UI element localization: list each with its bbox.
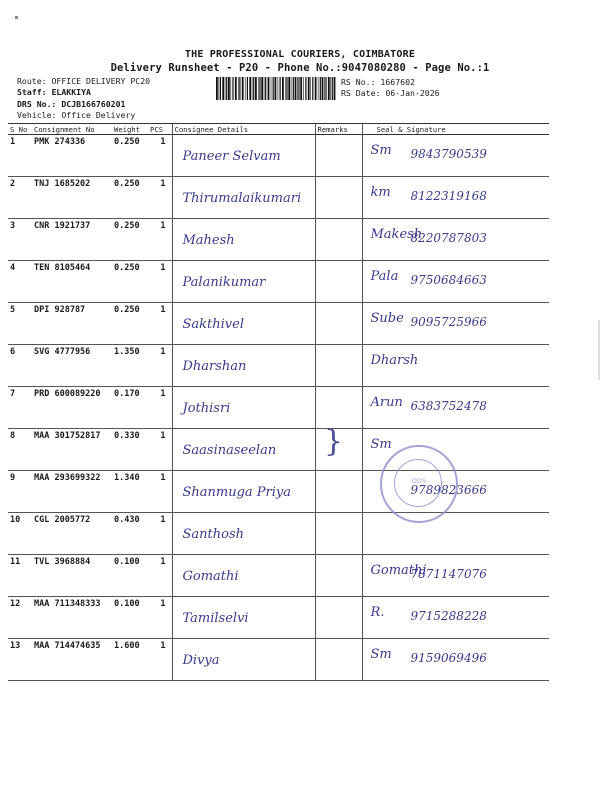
row-signature: Sm — [370, 437, 392, 452]
row-seal-signature — [362, 345, 549, 387]
row-weight: 0.100 — [112, 555, 148, 597]
row-consignment-no: PRD 600089220 — [32, 387, 112, 429]
barcode-bar — [285, 77, 286, 100]
barcode-bar — [280, 77, 281, 100]
row-consignee-name: Divya — [182, 653, 220, 668]
row-pcs: 1 — [148, 429, 172, 471]
row-seal-signature — [362, 261, 549, 303]
barcode-bar — [324, 77, 325, 100]
row-phone: 9715288228 — [410, 609, 487, 623]
row-consignment-no: TEN 8105464 — [32, 261, 112, 303]
runsheet-subtitle: Delivery Runsheet - P20 - Phone No.:9047080280 - Page No.:1 — [110, 62, 490, 74]
row-sno: 10 — [8, 513, 32, 555]
row-seal-signature — [362, 513, 549, 555]
barcode-bar — [303, 77, 304, 100]
row-signature: Makesh — [370, 227, 423, 242]
row-phone: 6383752478 — [410, 399, 487, 413]
row-sno: 13 — [8, 639, 32, 681]
barcode-bar — [216, 77, 218, 100]
rs-date: RS Date: 06-Jan-2026 — [341, 88, 440, 98]
delivery-stamp — [380, 445, 458, 523]
row-consignee-cell — [172, 387, 315, 429]
vehicle-line: Vehicle: Office Delivery — [17, 110, 136, 120]
barcode-bar — [334, 77, 336, 100]
barcode-bar — [232, 77, 233, 100]
row-phone: 9159069496 — [410, 651, 487, 665]
row-pcs: 1 — [148, 177, 172, 219]
row-sno: 3 — [8, 219, 32, 261]
row-remarks — [315, 135, 362, 177]
row-pcs: 1 — [148, 303, 172, 345]
barcode-bar — [310, 77, 311, 100]
row-sno: 11 — [8, 555, 32, 597]
barcode-bar — [318, 77, 319, 100]
row-sno: 2 — [8, 177, 32, 219]
row-signature: Pala — [370, 269, 399, 284]
row-weight: 0.170 — [112, 387, 148, 429]
col-sno: S No — [8, 124, 32, 135]
row-signature: Gomathi — [370, 563, 427, 578]
row-seal-signature — [362, 135, 549, 177]
row-consignment-no: SVG 4777956 — [32, 345, 112, 387]
table-row — [8, 597, 549, 639]
barcode-bar — [286, 77, 287, 100]
row-signature: km — [370, 185, 391, 200]
barcode-bar — [322, 77, 324, 100]
row-consignee-cell — [172, 303, 315, 345]
row-weight: 0.100 — [112, 597, 148, 639]
barcode-bar — [293, 77, 294, 100]
row-pcs: 1 — [148, 135, 172, 177]
row-consignee-cell — [172, 555, 315, 597]
row-seal-signature — [362, 597, 549, 639]
barcode-bar — [258, 77, 259, 100]
row-seal-signature — [362, 639, 549, 681]
row-remarks — [315, 345, 362, 387]
barcode-bar — [282, 77, 284, 100]
col-consignee: Consignee Details — [172, 124, 315, 135]
barcode-bar — [332, 77, 333, 100]
row-pcs: 1 — [148, 513, 172, 555]
table-row — [8, 429, 549, 471]
barcode-bar — [247, 77, 248, 100]
row-weight: 0.250 — [112, 135, 148, 177]
stamp-text: DDS — [411, 477, 427, 485]
barcode-bar — [330, 77, 331, 100]
barcode-bar — [226, 77, 227, 100]
barcode-bar — [238, 77, 239, 100]
table-row — [8, 471, 549, 513]
row-sno: 12 — [8, 597, 32, 639]
row-phone: 9750684663 — [410, 273, 487, 287]
row-consignee-cell — [172, 345, 315, 387]
row-consignee-cell — [172, 219, 315, 261]
row-weight: 1.350 — [112, 345, 148, 387]
runsheet-table — [8, 123, 549, 681]
row-sno: 9 — [8, 471, 32, 513]
row-consignment-no: MAA 714474635 — [32, 639, 112, 681]
table-row — [8, 513, 549, 555]
rs-number: RS No.: 1667602 — [341, 77, 415, 87]
row-sno: 7 — [8, 387, 32, 429]
row-signature: Sm — [370, 647, 392, 662]
row-consignee-name: Sakthivel — [182, 317, 244, 332]
row-consignment-no: CGL 2005772 — [32, 513, 112, 555]
row-consignee-name: Jothisri — [182, 401, 231, 416]
route-line: Route: OFFICE DELIVERY PC20 — [17, 76, 151, 86]
row-sno: 5 — [8, 303, 32, 345]
row-weight: 0.250 — [112, 303, 148, 345]
barcode-bar — [291, 77, 292, 100]
barcode-bar — [271, 77, 272, 100]
row-phone: 9789823666 — [410, 483, 487, 497]
barcode-bar — [328, 77, 330, 100]
row-consignment-no: PMK 274336 — [32, 135, 112, 177]
remarks-bracket: } — [324, 424, 344, 459]
barcode-bar — [298, 77, 299, 100]
row-remarks — [315, 471, 362, 513]
row-remarks — [315, 555, 362, 597]
row-signature: Arun — [370, 395, 403, 410]
row-seal-signature — [362, 303, 549, 345]
barcode-bar — [220, 77, 221, 100]
barcode-bar — [320, 77, 321, 100]
barcode-bar — [265, 77, 266, 100]
row-consignee-name: Thirumalaikumari — [182, 191, 302, 206]
row-phone: 7871147076 — [410, 567, 487, 581]
row-consignment-no: DPI 928787 — [32, 303, 112, 345]
col-seal: Seal & Signature — [362, 124, 549, 135]
table-row — [8, 135, 549, 177]
row-signature: Sube — [370, 311, 404, 326]
row-pcs: 1 — [148, 345, 172, 387]
row-consignee-name: Tamilselvi — [182, 611, 249, 626]
barcode-bar — [245, 77, 246, 100]
row-remarks — [315, 261, 362, 303]
row-sno: 4 — [8, 261, 32, 303]
row-consignee-cell — [172, 261, 315, 303]
row-weight: 0.250 — [112, 177, 148, 219]
row-seal-signature — [362, 555, 549, 597]
row-phone: 9843790539 — [410, 147, 487, 161]
barcode-bar — [249, 77, 251, 100]
col-consignment: Consignment No — [32, 124, 112, 135]
row-phone: 8220787803 — [410, 231, 487, 245]
row-remarks — [315, 639, 362, 681]
row-consignment-no: CNR 1921737 — [32, 219, 112, 261]
barcode-bar — [288, 77, 290, 100]
barcode-bar — [255, 77, 257, 100]
row-consignee-name: Mahesh — [182, 233, 235, 248]
row-remarks — [315, 597, 362, 639]
row-consignee-name: Gomathi — [182, 569, 239, 584]
row-consignment-no: MAA 711348333 — [32, 597, 112, 639]
barcode-bar — [295, 77, 297, 100]
barcode-bar — [275, 77, 277, 100]
row-weight: 0.250 — [112, 261, 148, 303]
table-row — [8, 303, 549, 345]
table-row — [8, 261, 549, 303]
barcode-bar — [222, 77, 224, 100]
barcode-bar — [242, 77, 244, 100]
col-remarks: Remarks — [315, 124, 362, 135]
row-consignee-cell — [172, 513, 315, 555]
row-consignee-cell — [172, 429, 315, 471]
row-seal-signature — [362, 177, 549, 219]
company-title: THE PROFESSIONAL COURIERS, COIMBATORE — [184, 49, 416, 60]
row-consignee-name: Paneer Selvam — [182, 149, 281, 164]
row-pcs: 1 — [148, 387, 172, 429]
col-pcs: PCS — [148, 124, 172, 135]
row-phone: 8122319168 — [410, 189, 487, 203]
barcode-bar — [325, 77, 326, 100]
row-pcs: 1 — [148, 639, 172, 681]
row-consignment-no: TVL 3968884 — [32, 555, 112, 597]
barcode-bar — [268, 77, 270, 100]
table-row — [8, 219, 549, 261]
barcode-bar — [312, 77, 313, 100]
barcode-bar — [273, 77, 274, 100]
row-signature: R. — [370, 605, 385, 620]
row-phone: 9095725966 — [410, 315, 487, 329]
barcode-bar — [300, 77, 302, 100]
row-weight: 0.250 — [112, 219, 148, 261]
barcode-bar — [315, 77, 317, 100]
table-row — [8, 555, 549, 597]
row-pcs: 1 — [148, 471, 172, 513]
row-remarks — [315, 303, 362, 345]
row-consignee-cell — [172, 471, 315, 513]
row-consignee-name: Shanmuga Priya — [182, 485, 292, 500]
barcode-bar — [308, 77, 310, 100]
barcode-bar — [259, 77, 260, 100]
drs-line: DRS No.: DCJB166760201 — [17, 99, 126, 109]
barcode-bar — [253, 77, 254, 100]
row-sno: 6 — [8, 345, 32, 387]
table-header-row — [8, 124, 549, 135]
row-consignee-name: Santhosh — [182, 527, 244, 542]
row-seal-signature — [362, 387, 549, 429]
row-remarks — [315, 177, 362, 219]
row-consignment-no: MAA 301752817 — [32, 429, 112, 471]
col-weight: Weight — [112, 124, 148, 135]
row-weight: 1.340 — [112, 471, 148, 513]
row-consignee-cell — [172, 597, 315, 639]
row-seal-signature — [362, 219, 549, 261]
staff-line: Staff: ELAKKIYA — [17, 87, 91, 97]
row-weight: 1.600 — [112, 639, 148, 681]
barcode-bar — [264, 77, 265, 100]
corner-mark — [15, 16, 18, 19]
row-consignee-cell — [172, 639, 315, 681]
table-row — [8, 387, 549, 429]
row-sno: 1 — [8, 135, 32, 177]
row-remarks — [315, 219, 362, 261]
row-weight: 0.330 — [112, 429, 148, 471]
row-pcs: 1 — [148, 219, 172, 261]
row-sno: 8 — [8, 429, 32, 471]
row-pcs: 1 — [148, 597, 172, 639]
barcode-bar — [261, 77, 263, 100]
row-consignment-no: MAA 293699322 — [32, 471, 112, 513]
row-consignment-no: TNJ 1685202 — [32, 177, 112, 219]
barcode-bar — [219, 77, 220, 100]
row-consignee-name: Palanikumar — [182, 275, 266, 290]
rs-info — [341, 77, 440, 99]
barcode-bar — [297, 77, 298, 100]
table-row — [8, 639, 549, 681]
barcode-bar — [305, 77, 306, 100]
row-consignee-name: Saasinaseelan — [182, 443, 277, 458]
barcode-bar — [239, 77, 240, 100]
row-consignee-cell — [172, 177, 315, 219]
row-pcs: 1 — [148, 555, 172, 597]
table-row — [8, 345, 549, 387]
barcode-bar — [225, 77, 226, 100]
row-remarks — [315, 387, 362, 429]
barcode-bar — [231, 77, 232, 100]
table-row — [8, 177, 549, 219]
barcode-bar — [228, 77, 230, 100]
barcode-bar — [235, 77, 237, 100]
barcode-bar — [252, 77, 253, 100]
row-weight: 0.430 — [112, 513, 148, 555]
row-signature: Dharsh — [370, 353, 419, 368]
row-signature: Sm — [370, 143, 392, 158]
row-remarks — [315, 513, 362, 555]
row-consignee-name: Dharshan — [182, 359, 247, 374]
row-pcs: 1 — [148, 261, 172, 303]
barcode-image — [216, 77, 336, 100]
barcode-bar — [278, 77, 279, 100]
row-consignee-cell — [172, 135, 315, 177]
